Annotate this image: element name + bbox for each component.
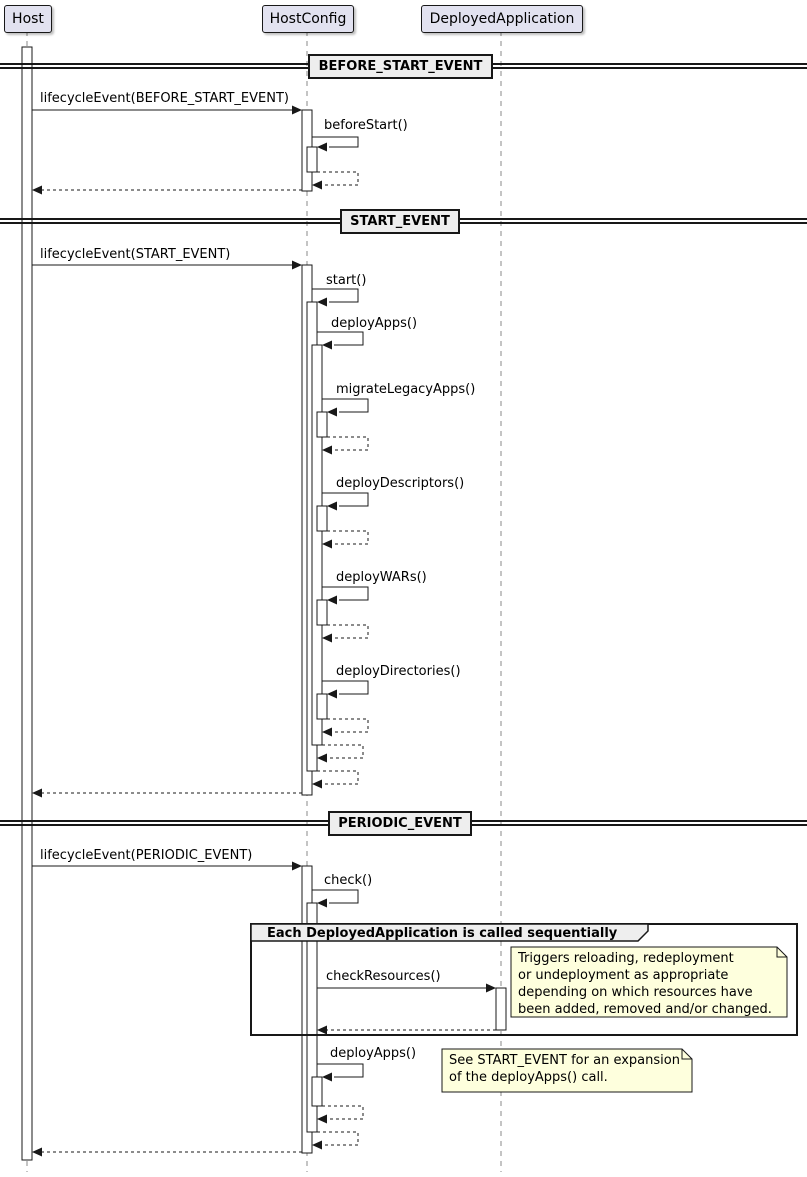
message-lifecycle-start: lifecycleEvent(START_EVENT)	[40, 247, 231, 262]
note-line: been added, removed and/or changed.	[518, 1002, 772, 1017]
selfcall-deploy-descriptors	[322, 493, 368, 511]
participant-deployedapplication: DeployedApplication	[421, 5, 583, 33]
message-deploy-descriptors: deployDescriptors()	[336, 476, 465, 491]
message-start: start()	[326, 273, 367, 288]
return-check-resources	[317, 1026, 496, 1035]
participant-host: Host	[4, 5, 52, 33]
message-deploy-apps-periodic: deployApps()	[330, 1046, 417, 1061]
message-migrate-legacy-apps: migrateLegacyApps()	[336, 382, 476, 397]
return-check	[312, 1132, 358, 1150]
divider-before-start-event: BEFORE_START_EVENT	[308, 54, 493, 79]
selfcall-start	[312, 289, 358, 307]
group-title: Each DeployedApplication is called sequentially	[267, 926, 618, 941]
activation-deploy-wars	[317, 600, 327, 625]
divider-periodic-event: PERIODIC_EVENT	[328, 811, 472, 836]
return-lifecycle-before-start	[32, 186, 302, 195]
return-lifecycle-start	[32, 789, 302, 798]
activation-hostconfig-beforestart-2	[307, 147, 317, 172]
return-deploy-apps-periodic	[317, 1106, 363, 1124]
message-deploy-directories: deployDirectories()	[336, 664, 461, 679]
selfcall-check	[312, 890, 358, 908]
note-line: Triggers reloading, redeployment	[518, 951, 734, 966]
activation-host	[22, 47, 32, 1160]
message-check-resources: checkResources()	[326, 969, 441, 984]
note-line: of the deployApps() call.	[449, 1070, 608, 1085]
divider-start-event: START_EVENT	[340, 209, 460, 234]
activation-hostconfig-deployapps	[312, 345, 322, 745]
return-deploy-apps	[317, 745, 363, 763]
return-deploy-directories	[322, 719, 368, 737]
selfcall-deploy-directories	[322, 681, 368, 699]
note-line: depending on which resources have	[518, 985, 753, 1000]
arrow-check-resources	[317, 984, 496, 993]
activation-deploy-descriptors	[317, 506, 327, 531]
activation-deployedapplication-check	[496, 988, 506, 1030]
participant-hostconfig: HostConfig	[262, 5, 354, 33]
message-check: check()	[324, 873, 373, 888]
note-deploy-apps-text	[449, 1052, 680, 1086]
message-deploy-wars: deployWARs()	[336, 570, 427, 585]
arrow-lifecycle-before-start	[32, 106, 302, 115]
selfcall-migrate-legacy-apps	[322, 399, 368, 417]
activation-deployapps-periodic	[312, 1077, 322, 1106]
return-migrate-legacy-apps	[322, 437, 368, 455]
return-start	[312, 771, 358, 789]
activation-deploy-directories	[317, 694, 327, 719]
message-lifecycle-periodic: lifecycleEvent(PERIODIC_EVENT)	[40, 848, 253, 863]
selfcall-deploy-apps-periodic	[317, 1064, 363, 1082]
return-lifecycle-periodic	[32, 1148, 302, 1157]
note-check-resources-text	[518, 950, 772, 1018]
selfcall-deploy-wars	[322, 587, 368, 605]
message-lifecycle-before-start: lifecycleEvent(BEFORE_START_EVENT)	[40, 91, 289, 106]
message-before-start: beforeStart()	[324, 118, 408, 133]
return-deploy-wars	[322, 625, 368, 643]
selfcall-deploy-apps	[317, 332, 363, 350]
return-deploy-descriptors	[322, 531, 368, 549]
return-before-start	[312, 172, 358, 190]
selfcall-before-start	[312, 137, 358, 152]
activation-migrate-legacy-apps	[317, 412, 327, 437]
note-line: or undeployment as appropriate	[518, 968, 729, 983]
note-line: See START_EVENT for an expansion	[449, 1053, 680, 1068]
message-deploy-apps: deployApps()	[331, 316, 418, 331]
